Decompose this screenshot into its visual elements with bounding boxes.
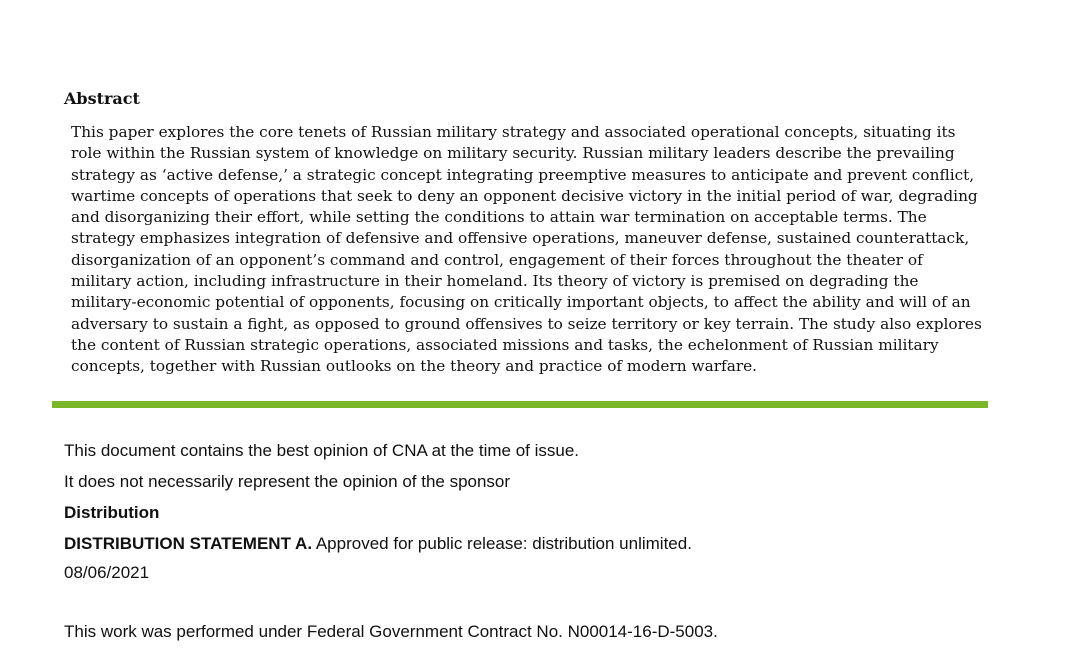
disclaimer-line-2: It does not necessarily represent the opinion of the sponsor <box>64 472 511 491</box>
abstract-line: military-economic potential of opponents, focusing on critically important objects, to affect the ability and will of an <box>71 293 971 312</box>
abstract-line: disorganization of an opponent’s command and control, engagement of their forces throughout the theater of <box>71 250 923 269</box>
section-divider <box>52 401 988 408</box>
document-date: 08/06/2021 <box>64 563 150 582</box>
distribution-statement-label: DISTRIBUTION STATEMENT A. <box>64 534 313 553</box>
abstract-line: strategy as ‘active defense,’ a strategic concept integrating preemptive measures to anticipate and prevent conflict, <box>71 165 975 184</box>
abstract-line: role within the Russian system of knowledge on military security. Russian military leaders describe the prevailing <box>71 144 955 163</box>
distribution-heading: Distribution <box>64 503 160 522</box>
abstract-line: and disorganizing their effort, while setting the conditions to attain war termination on acceptable terms. The <box>71 208 927 227</box>
abstract-line: the content of Russian strategic operations, associated missions and tasks, the echelonment of Russian military <box>71 335 939 354</box>
abstract-body <box>71 122 1011 378</box>
abstract-line: military action, including infrastructure in their homeland. Its theory of victory is premised on degrading the <box>71 272 919 291</box>
abstract-line: wartime concepts of operations that seek to deny an opponent decisive victory in the initial period of war, degrading <box>71 186 978 205</box>
contract-statement: This work was performed under Federal Government Contract No. N00014-16-D-5003. <box>64 622 718 641</box>
distribution-statement-text: Approved for public release: distribution unlimited. <box>312 534 692 553</box>
disclaimer-line-1: This document contains the best opinion of CNA at the time of issue. <box>64 441 580 460</box>
abstract-line: concepts, together with Russian outlooks on the theory and practice of modern warfare. <box>71 357 758 376</box>
abstract-line: strategy emphasizes integration of defensive and offensive operations, maneuver defense, sustained counterattack, <box>71 229 970 248</box>
abstract-line: This paper explores the core tenets of Russian military strategy and associated operational concepts, situating its <box>71 123 956 141</box>
abstract-line: adversary to sustain a fight, as opposed to ground offensives to seize territory or key terrain. The study also explores <box>71 314 982 333</box>
distribution-statement <box>64 533 692 555</box>
abstract-heading: Abstract <box>64 89 140 108</box>
